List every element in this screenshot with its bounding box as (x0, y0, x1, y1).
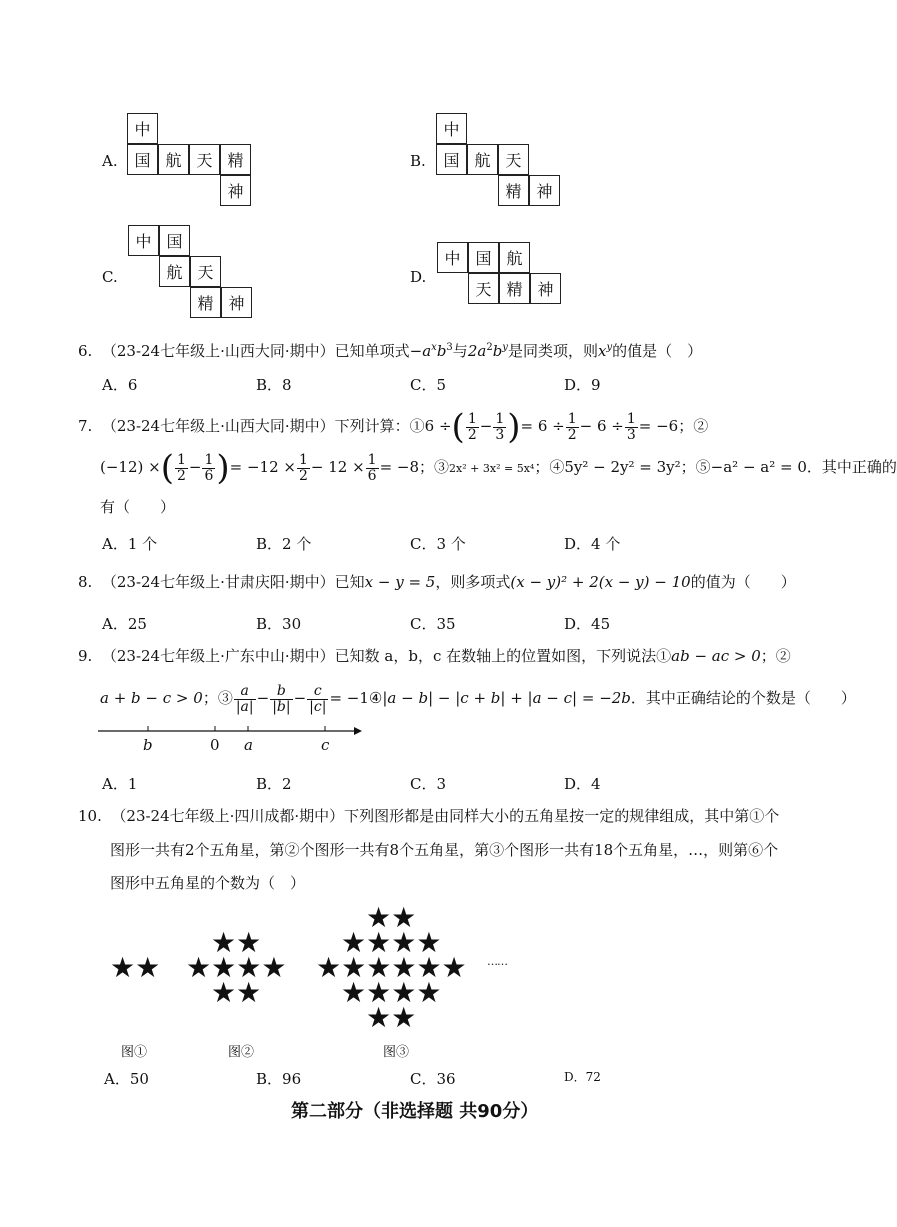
choice-b[interactable]: B．2 个 (256, 535, 312, 553)
choice-b[interactable]: B．2 (256, 775, 292, 793)
fraction: $\frac{1}{3}$ (495, 410, 505, 443)
question-text: 已知 (334, 573, 365, 591)
question-text: ，则多项式 (435, 573, 511, 591)
star-icon: ★ (135, 951, 161, 984)
fraction: $\frac{c}{|c|}$ (309, 682, 327, 715)
axis-label-b: b (143, 736, 153, 754)
star-icon: ★ (366, 951, 392, 984)
star-icon: ★ (366, 926, 392, 959)
star-row (366, 1001, 417, 1034)
star-icon: ★ (236, 951, 262, 984)
star-icon: ★ (391, 901, 417, 934)
question-number: 6. (78, 342, 93, 360)
math-term: x − y = 5 (364, 573, 436, 591)
choice-c[interactable]: C．35 (410, 615, 456, 633)
question-text: ；⑤ (680, 458, 711, 476)
net-cell: 精 (498, 175, 529, 206)
question-text: ．其中正确结论的个数是（ ） (630, 689, 856, 707)
question-number: 7. (78, 417, 93, 435)
fraction: $\frac{1}{2}$ (567, 410, 577, 443)
star-icon: ★ (441, 951, 467, 984)
question-9-line2: a + b − c > 0；③ $\frac{a}{|a|}$ − $\frac{b}{|b|}$ − $\frac{c}{|c|}$ = −1④|a − b| − |c + b| + |a − c| = −2b．其中正确结论的个数是（ ） (100, 682, 856, 715)
star-icon: ★ (261, 951, 287, 984)
fraction: $\frac{1}{6}$ (367, 451, 377, 484)
math-sup: x (431, 342, 437, 353)
choice-d[interactable]: D．45 (564, 615, 611, 633)
math-term: x (597, 342, 607, 360)
net-cell: 国 (159, 225, 190, 256)
choice-a[interactable]: A．50 (104, 1070, 149, 1088)
net-cell: 航 (159, 256, 190, 287)
figure-caption-3: 图③ (383, 1045, 410, 1060)
star-icon: ★ (236, 976, 262, 1009)
question-7-line3: 有（ ） (100, 498, 176, 516)
question-text: ；② (760, 647, 791, 665)
fraction: $\frac{1}{2}$ (298, 451, 308, 484)
question-text: 的值是（ ） (612, 342, 703, 360)
question-number: 10. (78, 807, 102, 825)
question-7-line2: (−12) ×( $\frac{1}{2}$ − $\frac{1}{6}$ )= −12 × $\frac{1}{2}$ − 12 × $\frac{1}{6}$ = −8；③2x² + 3x² = 5x⁴；④5y² − 2y² = 3y²；⑤−a² − a² = 0．其中正确的 (100, 448, 897, 488)
question-source: （23-24七年级上·山西大同·期中） (101, 417, 335, 435)
fraction: $\frac{1}{6}$ (204, 451, 214, 484)
axis-label-a: a (244, 736, 253, 754)
choice-c[interactable]: C．3 个 (410, 535, 466, 553)
math-term: 2x² + 3x² = 5x⁴ (449, 462, 535, 475)
net-cell: 天 (498, 144, 529, 175)
star-icon: ★ (366, 1001, 392, 1034)
fraction: $\frac{b}{|b|}$ (272, 682, 291, 715)
net-cell: 航 (158, 144, 189, 175)
axis-label-c: c (321, 736, 330, 754)
question-text: 与 (452, 342, 468, 360)
star-icon: ★ (341, 976, 367, 1009)
math-term: − 6 ÷ (579, 417, 624, 435)
question-text: （23-24七年级上·四川成都·期中）下列图形都是由同样大小的五角星按一定的规律组成，其中第①个 (111, 807, 780, 825)
fraction: $\frac{1}{2}$ (176, 451, 186, 484)
net-cell: 神 (529, 175, 560, 206)
net-cell: 中 (436, 113, 467, 144)
question-text: ．其中正确的 (806, 458, 897, 476)
math-term: 2a (467, 342, 487, 360)
question-source: （23-24七年级上·山西大同·期中） (101, 342, 335, 360)
math-term: 6 ÷ (424, 417, 452, 435)
axis-label-zero: 0 (210, 736, 220, 754)
net-cell: 精 (220, 144, 251, 175)
choice-d[interactable]: D．4 (564, 775, 601, 793)
star-icon: ★ (391, 1001, 417, 1034)
net-cell: 国 (436, 144, 467, 175)
choice-c[interactable]: C．3 (410, 775, 447, 793)
math-term: ab − ac > 0 (671, 647, 761, 665)
question-source: （23-24七年级上·广东中山·期中） (101, 647, 335, 665)
option-label: C. (102, 268, 118, 286)
math-sup: y (502, 342, 508, 353)
math-sup: 3 (446, 342, 453, 353)
question-10-line1 (78, 806, 779, 826)
question-7-line1: 7. （23-24七年级上·山西大同·期中）下列计算：①6 ÷( $\frac{1}{2}$ − $\frac{1}{3}$ )= 6 ÷ $\frac{1}{2}$ − 6 ÷ $\frac{1}{3}$ = −6；② (78, 407, 709, 447)
star-icon: ★ (316, 951, 342, 984)
question-text: 下列计算：① (334, 417, 425, 435)
choice-b[interactable]: B．96 (256, 1070, 302, 1088)
star-icon: ★ (110, 951, 136, 984)
star-icon: ★ (391, 926, 417, 959)
net-cell: 精 (499, 273, 530, 304)
figure-caption-1: 图① (121, 1045, 148, 1060)
choice-a[interactable]: A．1 (102, 775, 138, 793)
arrow-right-icon (354, 727, 362, 735)
star-icon: ★ (366, 976, 392, 1009)
star-icon: ★ (211, 976, 237, 1009)
question-source: （23-24七年级上·甘肃庆阳·期中） (101, 573, 335, 591)
question-text: 已知数 a，b，c 在数轴上的位置如图，下列说法① (334, 647, 672, 665)
math-term: − 12 × (310, 458, 365, 476)
net-cell: 神 (220, 175, 251, 206)
math-term: = −1④ (329, 689, 383, 707)
net-cell: 中 (128, 225, 159, 256)
math-term: = −6；② (638, 417, 709, 435)
net-cell: 天 (189, 144, 220, 175)
net-cell: 航 (499, 242, 530, 273)
math-term: |a − b| − |c + b| + |a − c| = −2b (382, 689, 631, 707)
star-icon: ★ (341, 951, 367, 984)
choice-d[interactable]: D．4 个 (564, 535, 621, 553)
star-icon: ★ (416, 976, 442, 1009)
star-icon: ★ (366, 901, 392, 934)
math-term: a + b − c > 0 (100, 689, 203, 707)
math-term: = −12 × (229, 458, 296, 476)
question-number: 8. (78, 573, 93, 591)
star-icon: ★ (211, 926, 237, 959)
question-9-line1 (78, 646, 791, 666)
net-cell: 精 (190, 287, 221, 318)
math-term: 5y² − 2y² = 3y² (564, 458, 681, 476)
math-term: = −8；③ (379, 458, 450, 476)
figure-caption-2: 图② (228, 1045, 255, 1060)
choice-c[interactable]: C．5 (410, 376, 447, 394)
question-text: 的值为（ ） (690, 573, 796, 591)
star-row (211, 976, 262, 1009)
choice-a[interactable]: A．1 个 (102, 535, 158, 553)
net-cell: 中 (127, 113, 158, 144)
choice-a[interactable]: A．6 (102, 376, 138, 394)
ellipsis: …… (487, 955, 507, 968)
net-cell: 国 (127, 144, 158, 175)
option-label: D. (410, 268, 427, 286)
math-term: b (436, 342, 447, 360)
choice-c[interactable]: C．36 (410, 1070, 456, 1088)
question-text: 是同类项，则 (507, 342, 598, 360)
fraction: $\frac{a}{|a|}$ (235, 682, 254, 715)
math-term: −a (409, 342, 432, 360)
option-label: B. (410, 152, 426, 170)
math-term: = 6 ÷ (520, 417, 565, 435)
math-term: b (492, 342, 503, 360)
question-number: 9. (78, 647, 93, 665)
question-10-line2: 图形一共有2个五角星，第②个图形一共有8个五角星，第③个图形一共有18个五角星，…，则第⑥个 (110, 841, 779, 859)
fraction: $\frac{1}{3}$ (626, 410, 636, 443)
net-cell: 国 (468, 242, 499, 273)
star-icon: ★ (236, 926, 262, 959)
net-cell: 天 (468, 273, 499, 304)
question-text: 已知单项式 (334, 342, 410, 360)
question-8 (78, 572, 796, 592)
star-row (110, 951, 161, 984)
net-cell: 神 (221, 287, 252, 318)
question-6 (78, 338, 702, 361)
star-icon: ★ (391, 976, 417, 1009)
star-icon: ★ (391, 951, 417, 984)
net-cell: 天 (190, 256, 221, 287)
choice-a[interactable]: A．25 (102, 615, 147, 633)
star-icon: ★ (186, 951, 212, 984)
choice-b[interactable]: B．8 (256, 376, 292, 394)
option-label: A. (102, 152, 118, 170)
math-term: (x − y)² + 2(x − y) − 10 (510, 573, 691, 591)
question-text: ；③ (202, 689, 233, 707)
choice-b[interactable]: B．30 (256, 615, 302, 633)
net-cell: 航 (467, 144, 498, 175)
question-10-line3: 图形中五角星的个数为（ ） (110, 874, 306, 892)
section-title: 第二部分（非选择题 共90分） (291, 1101, 539, 1122)
math-sup: y (606, 342, 613, 353)
choice-d[interactable]: D．72 (564, 1070, 601, 1084)
math-term: −a² − a² = 0 (710, 458, 807, 476)
net-cell: 中 (437, 242, 468, 273)
star-icon: ★ (211, 951, 237, 984)
star-icon: ★ (416, 926, 442, 959)
net-cell: 神 (530, 273, 561, 304)
question-text: ；④ (534, 458, 565, 476)
fraction: $\frac{1}{2}$ (467, 410, 477, 443)
star-icon: ★ (416, 951, 442, 984)
math-sup: 2 (486, 342, 493, 353)
choice-d[interactable]: D．9 (564, 376, 601, 394)
star-icon: ★ (341, 926, 367, 959)
math-term: (−12) × (100, 458, 161, 476)
